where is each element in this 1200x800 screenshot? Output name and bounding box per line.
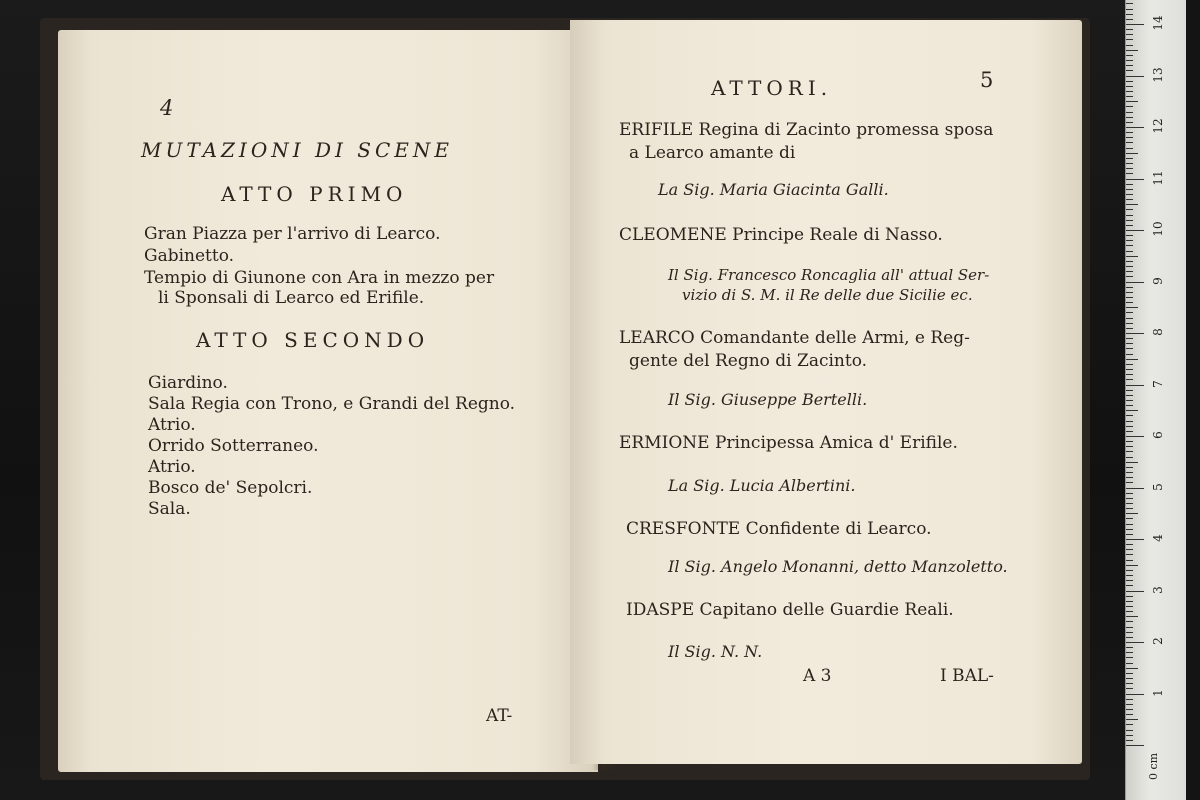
ruler-tick — [1126, 740, 1133, 741]
scene-line: Sala Regia con Trono, e Grandi del Regno. — [148, 394, 516, 414]
ruler-tick — [1126, 539, 1144, 540]
ruler-tick — [1126, 215, 1133, 216]
character-name: ERIFILE — [619, 120, 694, 140]
scene-line: Bosco de' Sepolcri. — [148, 478, 313, 498]
performer: Il Sig. N. N. — [668, 642, 763, 661]
character-role: Regina di Zacinto promessa sposa — [698, 120, 994, 140]
catchword-left: AT- — [486, 706, 513, 726]
ruler-tick — [1126, 204, 1138, 205]
ruler-tick — [1126, 606, 1133, 607]
ruler-tick — [1126, 122, 1133, 123]
ruler-tick — [1126, 364, 1133, 365]
ruler-tick — [1126, 699, 1133, 700]
left-page — [58, 30, 598, 772]
ruler-tick — [1126, 493, 1133, 494]
ruler-tick — [1126, 348, 1133, 349]
scene-line: Gran Piazza per l'arrivo di Learco. — [144, 224, 441, 244]
ruler-tick — [1126, 132, 1133, 133]
ruler-tick — [1126, 441, 1133, 442]
ruler-number: 10 — [1151, 221, 1165, 237]
ruler-tick — [1126, 245, 1133, 246]
ruler-tick — [1126, 282, 1144, 283]
scene-line: Atrio. — [148, 415, 196, 435]
ruler-tick — [1126, 261, 1133, 262]
ruler-number: 13 — [1151, 66, 1165, 83]
ruler-tick — [1126, 379, 1133, 380]
ruler-tick — [1126, 446, 1133, 447]
ruler-tick — [1126, 395, 1133, 396]
performer: La Sig. Lucia Albertini. — [668, 476, 856, 495]
ruler-tick — [1126, 611, 1133, 612]
measurement-ruler — [1125, 0, 1186, 800]
ruler-tick — [1126, 338, 1133, 339]
ruler-tick — [1126, 96, 1133, 97]
ruler-tick — [1126, 106, 1133, 107]
ruler-tick — [1126, 168, 1133, 169]
ruler-number: 8 — [1151, 328, 1165, 336]
actor-entry — [619, 433, 958, 453]
ruler-tick — [1126, 302, 1133, 303]
scene-line: Giardino. — [148, 373, 228, 393]
character-role: Principessa Amica d' Erifile. — [714, 433, 958, 453]
ruler-tick — [1126, 194, 1133, 195]
scene-line: li Sponsali di Learco ed Erifile. — [158, 288, 425, 308]
ruler-number: 7 — [1151, 379, 1165, 388]
ruler-tick — [1126, 45, 1133, 46]
ruler-tick — [1126, 668, 1138, 669]
ruler-tick — [1126, 704, 1133, 705]
character-role: Principe Reale di Nasso. — [732, 225, 943, 245]
ruler-tick — [1126, 240, 1133, 241]
ruler-tick — [1126, 688, 1133, 689]
ruler-tick — [1126, 163, 1133, 164]
ruler-tick — [1126, 374, 1133, 375]
ruler-tick — [1126, 436, 1144, 437]
ruler-tick — [1126, 580, 1133, 581]
performer: Il Sig. Giuseppe Bertelli. — [668, 390, 868, 409]
ruler-tick — [1126, 225, 1133, 226]
character-name: CLEOMENE — [619, 225, 727, 245]
ruler-tick — [1126, 19, 1133, 20]
open-book — [40, 18, 1090, 780]
ruler-tick — [1126, 86, 1133, 87]
ruler-tick — [1126, 354, 1133, 355]
ruler-tick — [1126, 385, 1144, 386]
ruler-tick — [1126, 518, 1133, 519]
ruler-tick — [1126, 421, 1133, 422]
ruler-tick — [1126, 642, 1144, 643]
scene-line: Sala. — [148, 499, 191, 519]
performer-continued: vizio di S. M. il Re delle due Sicilie ec. — [682, 286, 973, 304]
ruler-tick — [1126, 565, 1138, 566]
ruler-tick — [1126, 76, 1144, 77]
ruler-tick — [1126, 359, 1138, 360]
ruler-tick — [1126, 158, 1133, 159]
ruler-tick — [1126, 534, 1133, 535]
ruler-tick — [1126, 271, 1133, 272]
ruler-tick — [1126, 235, 1133, 236]
ruler-tick — [1126, 451, 1133, 452]
ruler-tick — [1126, 55, 1133, 56]
ruler-tick — [1126, 524, 1133, 525]
ruler-tick — [1126, 462, 1138, 463]
ruler-tick — [1126, 591, 1144, 592]
ruler-tick — [1126, 657, 1133, 658]
page-number-left: 4 — [160, 96, 174, 120]
ruler-tick — [1126, 39, 1133, 40]
ruler-tick — [1126, 570, 1133, 571]
ruler-tick — [1126, 230, 1144, 231]
ruler-tick — [1126, 405, 1133, 406]
page-number-right: 5 — [980, 68, 994, 92]
ruler-tick — [1126, 29, 1133, 30]
ruler-tick — [1126, 153, 1138, 154]
ruler-tick — [1126, 498, 1133, 499]
ruler-tick — [1126, 410, 1138, 411]
performer: Il Sig. Francesco Roncaglia all' attual Ser- — [668, 266, 990, 284]
act-one-title: ATTO PRIMO — [221, 182, 408, 206]
actors-heading: ATTORI. — [711, 76, 833, 100]
catchword-right: I BAL- — [940, 666, 994, 686]
ruler-tick — [1126, 601, 1133, 602]
ruler-tick — [1126, 426, 1133, 427]
ruler-tick — [1126, 724, 1133, 725]
ruler-tick — [1126, 714, 1133, 715]
ruler-number: 14 — [1151, 15, 1165, 31]
ruler-tick — [1126, 199, 1133, 200]
ruler-tick — [1126, 678, 1133, 679]
ruler-tick — [1126, 488, 1144, 489]
ruler-tick — [1126, 513, 1138, 514]
ruler-tick — [1126, 457, 1133, 458]
ruler-tick — [1126, 117, 1133, 118]
ruler-tick — [1126, 137, 1133, 138]
ruler-tick — [1126, 189, 1133, 190]
ruler-number: 3 — [1151, 585, 1165, 594]
ruler-tick — [1126, 81, 1133, 82]
ruler-tick — [1126, 637, 1133, 638]
ruler-tick — [1126, 627, 1133, 628]
ruler-tick — [1126, 390, 1133, 391]
ruler-tick — [1126, 508, 1133, 509]
ruler-tick — [1126, 287, 1133, 288]
actor-entry — [619, 225, 943, 245]
ruler-tick — [1126, 112, 1133, 113]
ruler-tick — [1126, 369, 1133, 370]
ruler-tick — [1126, 3, 1133, 4]
character-name: LEARCO — [619, 328, 695, 348]
ruler-tick — [1126, 730, 1133, 731]
ruler-tick — [1126, 694, 1144, 695]
ruler-tick — [1126, 184, 1133, 185]
character-name: CRESFONTE — [626, 519, 741, 539]
ruler-tick — [1126, 91, 1133, 92]
actor-entry — [626, 600, 954, 620]
ruler-tick — [1126, 276, 1133, 277]
ruler-tick — [1126, 673, 1133, 674]
ruler-tick — [1126, 307, 1138, 308]
ruler-tick — [1126, 575, 1133, 576]
character-role: Comandante delle Armi, e Reg- — [700, 328, 970, 348]
ruler-tick — [1126, 745, 1144, 746]
ruler-tick — [1126, 179, 1144, 180]
ruler-tick — [1126, 323, 1133, 324]
ruler-tick — [1126, 297, 1133, 298]
ruler-tick — [1126, 65, 1133, 66]
character-role-continued: a Learco amante di — [629, 143, 796, 163]
performer: Il Sig. Angelo Monanni, detto Manzoletto. — [668, 557, 1008, 576]
character-name: IDASPE — [626, 600, 695, 620]
character-role-continued: gente del Regno di Zacinto. — [629, 351, 868, 371]
ruler-tick — [1126, 9, 1133, 10]
ruler-number: 6 — [1151, 431, 1165, 439]
character-role: Capitano delle Guardie Reali. — [699, 600, 954, 620]
ruler-unit-label: 0 cm — [1147, 752, 1161, 781]
ruler-tick — [1126, 50, 1138, 51]
character-name: ERMIONE — [619, 433, 710, 453]
ruler-tick — [1126, 312, 1133, 313]
ruler-tick — [1126, 663, 1133, 664]
scene-line: Orrido Sotterraneo. — [148, 436, 319, 456]
act-two-title: ATTO SECONDO — [196, 328, 430, 352]
ruler-tick — [1126, 616, 1138, 617]
ruler-tick — [1126, 431, 1133, 432]
ruler-tick — [1126, 621, 1133, 622]
ruler-tick — [1126, 220, 1133, 221]
ruler-tick — [1126, 472, 1133, 473]
ruler-number: 5 — [1151, 482, 1165, 491]
ruler-tick — [1126, 333, 1144, 334]
ruler-tick — [1126, 266, 1133, 267]
ruler-tick — [1126, 400, 1133, 401]
ruler-tick — [1126, 596, 1133, 597]
ruler-number: 9 — [1151, 276, 1165, 285]
ruler-tick — [1126, 647, 1133, 648]
signature-mark: A 3 — [803, 666, 832, 686]
ruler-number: 12 — [1151, 118, 1165, 134]
ruler-tick — [1126, 328, 1133, 329]
ruler-tick — [1126, 683, 1133, 684]
ruler-tick — [1126, 343, 1133, 344]
ruler-tick — [1126, 735, 1133, 736]
character-role: Confidente di Learco. — [745, 519, 932, 539]
ruler-number: 4 — [1151, 534, 1165, 542]
scene-line: Gabinetto. — [144, 246, 235, 266]
scene-changes-heading: MUTAZIONI DI SCENE — [141, 138, 453, 162]
ruler-tick — [1126, 652, 1133, 653]
ruler-tick — [1126, 632, 1133, 633]
ruler-tick — [1126, 148, 1133, 149]
ruler-tick — [1126, 209, 1133, 210]
ruler-tick — [1126, 709, 1133, 710]
ruler-tick — [1126, 292, 1133, 293]
ruler-number: 1 — [1151, 688, 1165, 697]
ruler-tick — [1126, 70, 1133, 71]
right-page — [570, 20, 1082, 764]
ruler-tick — [1126, 142, 1133, 143]
scene-line: Tempio di Giunone con Ara in mezzo per — [144, 268, 495, 288]
ruler-tick — [1126, 554, 1133, 555]
ruler-number: 2 — [1151, 637, 1165, 645]
ruler-tick — [1126, 719, 1138, 720]
ruler-tick — [1126, 173, 1133, 174]
actor-entry — [619, 120, 993, 140]
ruler-tick — [1126, 560, 1133, 561]
ruler-tick — [1126, 14, 1133, 15]
ruler-tick — [1126, 503, 1133, 504]
ruler-tick — [1126, 251, 1133, 252]
actor-entry — [619, 328, 970, 348]
actor-entry — [626, 519, 932, 539]
ruler-tick — [1126, 415, 1133, 416]
performer: La Sig. Maria Giacinta Galli. — [658, 180, 889, 199]
ruler-tick — [1126, 60, 1133, 61]
ruler-tick — [1126, 549, 1133, 550]
ruler-tick — [1126, 585, 1133, 586]
ruler-tick — [1126, 101, 1138, 102]
ruler-tick — [1126, 256, 1138, 257]
ruler-tick — [1126, 544, 1133, 545]
scene-line: Atrio. — [148, 457, 196, 477]
ruler-tick — [1126, 127, 1144, 128]
ruler-tick — [1126, 467, 1133, 468]
ruler-tick — [1126, 24, 1144, 25]
ruler-tick — [1126, 34, 1133, 35]
ruler-tick — [1126, 318, 1133, 319]
ruler-tick — [1126, 529, 1133, 530]
ruler-number: 11 — [1151, 169, 1165, 186]
ruler-tick — [1126, 477, 1133, 478]
ruler-tick — [1126, 482, 1133, 483]
